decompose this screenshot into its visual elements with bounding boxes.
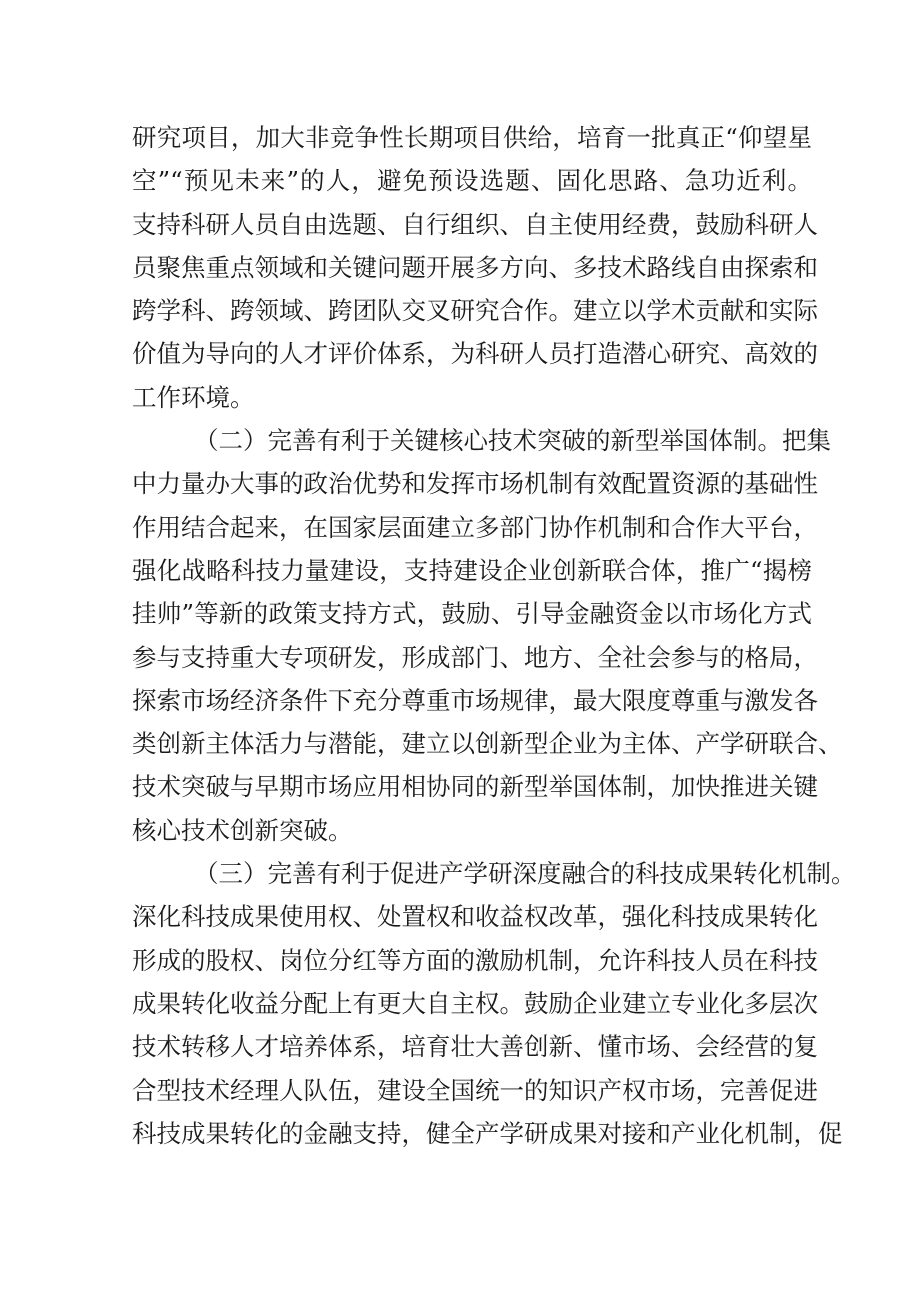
text-line: 探索市场经济条件下充分尊重市场规律，最大限度尊重与激发各 [132, 685, 818, 715]
text-line: 价值为导向的人才评价体系，为科研人员打造潜心研究、高效的 [132, 339, 818, 369]
text-line: 跨学科、跨领域、跨团队交叉研究合作。建立以学术贡献和实际 [132, 296, 818, 326]
text-line: 支持科研人员自由选题、自行组织、自主使用经费，鼓励科研人 [132, 209, 818, 239]
text-line: 类创新主体活力与潜能，建立以创新型企业为主体、产学研联合、 [132, 729, 843, 759]
text-line: 强化战略科技力量建设，支持建设企业创新联合体，推广“揭榜 [132, 555, 812, 585]
text-line: 深化科技成果使用权、处置权和收益权改革，强化科技成果转化 [132, 902, 818, 932]
text-line: 技术转移人才培养体系，培育壮大善创新、懂市场、会经营的复 [132, 1032, 818, 1062]
text-line: 作用结合起来，在国家层面建立多部门协作机制和合作大平台， [132, 512, 818, 542]
text-line: 参与支持重大专项研发，形成部门、地方、全社会参与的格局， [132, 642, 818, 672]
body-text [132, 116, 856, 1155]
text-line: 成果转化收益分配上有更大自主权。鼓励企业建立专业化多层次 [132, 988, 818, 1018]
text-line: 员聚焦重点领域和关键问题开展多方向、多技术路线自由探索和 [132, 252, 818, 282]
text-line: 技术突破与早期市场应用相协同的新型举国体制，加快推进关键 [132, 772, 818, 802]
text-line: 研究项目，加大非竞争性长期项目供给，培育一批真正“仰望星 [132, 123, 812, 152]
text-line: （二）完善有利于关键核心技术突破的新型举国体制。把集 [194, 426, 831, 456]
text-line: 工作环境。 [132, 382, 255, 412]
text-line: 核心技术创新突破。 [132, 815, 353, 845]
text-line: 空”“预见未来”的人，避免预设选题、固化思路、急功近利。 [132, 166, 812, 196]
text-line: 挂帅”等新的政策支持方式，鼓励、引导金融资金以市场化方式 [132, 599, 812, 629]
text-line: 科技成果转化的金融支持，健全产学研成果对接和产业化机制，促 [132, 1118, 843, 1148]
text-line: 合型技术经理人队伍，建设全国统一的知识产权市场，完善促进 [132, 1075, 818, 1105]
text-line: （三）完善有利于促进产学研深度融合的科技成果转化机制。 [194, 859, 856, 889]
text-line: 形成的股权、岗位分红等方面的激励机制，允许科技人员在科技 [132, 945, 818, 975]
text-line: 中力量办大事的政治优势和发挥市场机制有效配置资源的基础性 [132, 469, 818, 499]
